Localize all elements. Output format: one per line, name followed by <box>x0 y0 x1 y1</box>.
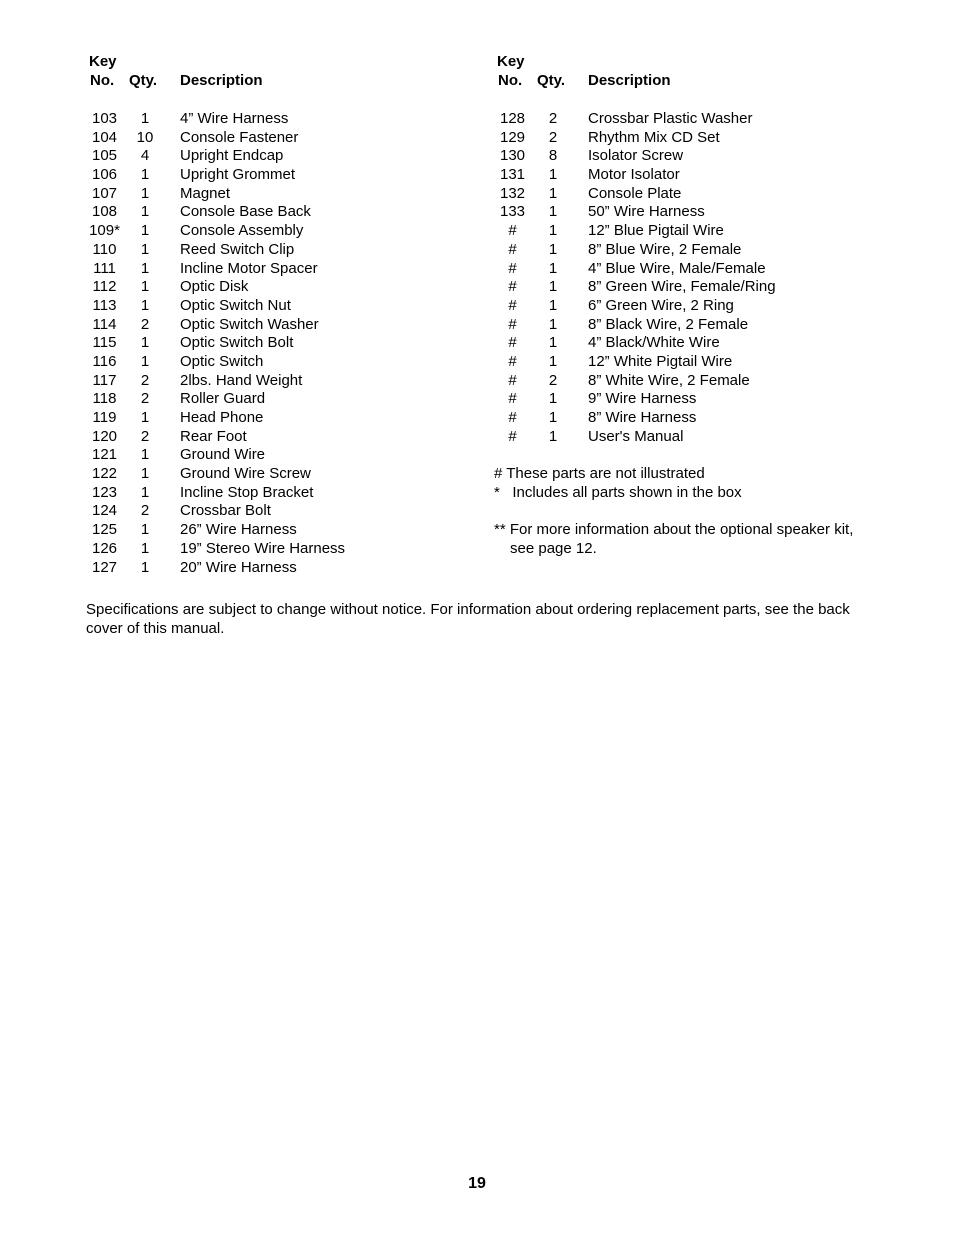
part-description: 6” Green Wire, 2 Ring <box>588 296 734 314</box>
part-quantity: 1 <box>548 184 558 202</box>
part-quantity: 1 <box>548 203 558 221</box>
part-key-number: 125 <box>91 521 118 539</box>
part-key-number: # <box>508 390 517 408</box>
part-quantity: 1 <box>140 409 150 426</box>
part-description: 8” Black Wire, 2 Female <box>588 315 749 333</box>
part-key-number: 124 <box>91 502 118 520</box>
note-not-illustrated: # These parts are not illustrated <box>494 465 705 482</box>
part-quantity: 1 <box>548 278 558 296</box>
part-description: Optic Switch <box>180 352 264 370</box>
part-quantity: 10 <box>136 128 154 146</box>
part-key-number: # <box>508 296 517 314</box>
part-quantity: 1 <box>140 446 150 464</box>
part-key-number: # <box>508 259 517 277</box>
part-key-number: # <box>508 240 517 258</box>
part-quantity: 2 <box>548 371 558 389</box>
part-description: Upright Grommet <box>180 166 296 184</box>
part-description: Roller Guard <box>180 390 266 408</box>
part-key-number: 106 <box>91 166 118 184</box>
part-row <box>494 222 894 241</box>
part-description: 8” White Wire, 2 Female <box>588 371 750 389</box>
part-quantity: 1 <box>548 409 558 426</box>
part-row <box>86 372 466 391</box>
part-key-number: 132 <box>499 184 526 202</box>
part-key-number: # <box>508 315 517 333</box>
part-row <box>86 465 466 484</box>
part-key-number: 119 <box>92 409 117 426</box>
part-row <box>86 241 466 260</box>
part-quantity: 1 <box>140 483 150 501</box>
part-row <box>86 147 466 166</box>
part-key-number: 133 <box>499 203 526 221</box>
part-row <box>494 241 894 260</box>
part-quantity: 1 <box>548 390 558 408</box>
part-key-number: 118 <box>92 390 117 408</box>
part-description: Optic Switch Nut <box>180 296 291 314</box>
part-row <box>86 222 466 241</box>
part-quantity: 4 <box>140 147 150 165</box>
part-description: Console Fastener <box>180 128 299 146</box>
parts-list-left <box>86 110 466 577</box>
part-description: Ground Wire Screw <box>180 465 311 483</box>
part-row <box>86 428 466 447</box>
table-header-right <box>494 52 894 90</box>
part-description: Console Base Back <box>180 203 311 221</box>
part-key-number: 109* <box>89 222 120 240</box>
description-header-label: Description <box>180 72 263 89</box>
part-quantity: 1 <box>140 240 150 258</box>
part-quantity: 1 <box>140 465 150 483</box>
part-quantity: 1 <box>548 352 558 370</box>
part-quantity: 1 <box>140 539 150 557</box>
part-row <box>494 334 894 353</box>
part-row <box>86 484 466 503</box>
part-key-number: # <box>508 409 517 426</box>
part-row <box>494 166 894 185</box>
part-quantity: 1 <box>140 352 150 370</box>
part-key-number: 120 <box>91 427 118 445</box>
specifications-notice: Specifications are subject to change without notice. For information about ordering replacement parts, see the back cover of this manual. <box>86 601 850 637</box>
part-description: Incline Stop Bracket <box>180 483 314 501</box>
part-row <box>494 260 894 279</box>
part-row <box>86 334 466 353</box>
part-row <box>86 446 466 465</box>
part-description: Incline Motor Spacer <box>180 259 318 277</box>
part-description: 19” Stereo Wire Harness <box>180 539 346 557</box>
part-key-number: 130 <box>499 147 526 165</box>
part-row <box>494 110 894 129</box>
parts-footnotes <box>494 465 894 559</box>
part-description: Isolator Screw <box>588 147 684 165</box>
part-quantity: 1 <box>548 240 558 258</box>
part-row <box>494 147 894 166</box>
note-includes: * Includes all parts shown in the box <box>494 483 742 501</box>
part-quantity: 2 <box>140 427 150 445</box>
qty-header-label: Qty. <box>129 72 158 89</box>
part-quantity: 2 <box>548 110 558 127</box>
part-quantity: 1 <box>548 315 558 333</box>
part-key-number: 111 <box>93 259 116 277</box>
part-row <box>86 559 466 578</box>
part-key-number: 110 <box>92 240 117 258</box>
part-row <box>494 316 894 335</box>
part-quantity: 2 <box>140 502 150 520</box>
part-description: 12” Blue Pigtail Wire <box>588 222 724 240</box>
part-row <box>86 540 466 559</box>
part-description: Rhythm Mix CD Set <box>588 128 720 146</box>
part-row <box>86 260 466 279</box>
part-key-number: 121 <box>91 446 118 464</box>
note-speaker-kit-page: see page 12. <box>510 539 597 557</box>
part-row <box>86 203 466 222</box>
part-key-number: 105 <box>91 147 118 165</box>
part-row <box>86 390 466 409</box>
part-row <box>86 316 466 335</box>
key-header-label: Key <box>89 53 117 70</box>
part-description: User's Manual <box>588 427 684 445</box>
part-description: 26” Wire Harness <box>180 521 297 539</box>
part-row <box>86 166 466 185</box>
part-key-number: 128 <box>499 110 526 127</box>
part-quantity: 1 <box>140 558 150 576</box>
part-quantity: 2 <box>140 371 150 389</box>
part-row <box>86 409 466 428</box>
part-description: Ground Wire <box>180 446 266 464</box>
part-description: Optic Switch Bolt <box>180 334 294 352</box>
no-header-label: No. <box>90 72 115 89</box>
part-description: 4” Blue Wire, Male/Female <box>588 259 766 277</box>
part-quantity: 2 <box>548 128 558 146</box>
parts-list-right <box>494 110 894 446</box>
part-key-number: 107 <box>91 184 118 202</box>
part-quantity: 1 <box>548 334 558 352</box>
part-key-number: # <box>508 222 517 240</box>
part-key-number: 115 <box>92 334 117 352</box>
parts-table-right <box>494 52 894 446</box>
part-row <box>86 129 466 148</box>
part-key-number: 108 <box>91 203 118 221</box>
part-key-number: 114 <box>92 315 117 333</box>
page-number: 19 <box>468 1175 486 1192</box>
part-quantity: 1 <box>140 222 150 240</box>
part-quantity: 2 <box>140 315 150 333</box>
part-key-number: 112 <box>92 278 117 296</box>
part-quantity: 1 <box>140 184 150 202</box>
part-description: Head Phone <box>180 409 264 426</box>
part-row <box>494 409 894 428</box>
table-header-left <box>86 52 466 90</box>
part-key-number: 126 <box>91 539 118 557</box>
part-description: Crossbar Plastic Washer <box>588 110 753 127</box>
part-key-number: # <box>508 334 517 352</box>
part-key-number: 123 <box>91 483 118 501</box>
part-description: 2lbs. Hand Weight <box>180 371 303 389</box>
part-key-number: 131 <box>499 166 526 184</box>
part-quantity: 1 <box>140 166 150 184</box>
part-description: Upright Endcap <box>180 147 284 165</box>
part-row <box>494 390 894 409</box>
part-row <box>494 129 894 148</box>
part-description: Reed Switch Clip <box>180 240 295 258</box>
part-row <box>86 353 466 372</box>
part-row <box>86 185 466 204</box>
part-quantity: 1 <box>140 110 150 127</box>
qty-header-label: Qty. <box>537 72 566 89</box>
part-row <box>494 372 894 391</box>
part-quantity: 2 <box>140 390 150 408</box>
part-description: Optic Disk <box>180 278 249 296</box>
part-quantity: 1 <box>548 427 558 445</box>
part-description: 8” Green Wire, Female/Ring <box>588 278 776 296</box>
part-quantity: 1 <box>140 203 150 221</box>
part-description: Console Assembly <box>180 222 304 240</box>
part-row <box>86 297 466 316</box>
part-key-number: 103 <box>91 110 118 127</box>
part-key-number: 127 <box>91 558 118 576</box>
part-description: 20” Wire Harness <box>180 558 297 576</box>
parts-table-left <box>86 52 466 577</box>
part-row <box>86 278 466 297</box>
part-quantity: 1 <box>548 259 558 277</box>
no-header-label: No. <box>498 72 523 89</box>
key-header-label: Key <box>497 53 525 70</box>
part-quantity: 1 <box>140 334 150 352</box>
part-row <box>494 297 894 316</box>
part-quantity: 1 <box>548 222 558 240</box>
part-description: 9” Wire Harness <box>588 390 697 408</box>
part-key-number: 104 <box>91 128 118 146</box>
part-key-number: # <box>508 352 517 370</box>
part-description: Optic Switch Washer <box>180 315 319 333</box>
part-quantity: 1 <box>140 259 150 277</box>
part-row <box>86 521 466 540</box>
part-quantity: 1 <box>548 296 558 314</box>
part-quantity: 1 <box>548 166 558 184</box>
part-description: 12” White Pigtail Wire <box>588 352 733 370</box>
part-description: 4” Wire Harness <box>180 110 289 127</box>
part-description: 8” Blue Wire, 2 Female <box>588 240 742 258</box>
part-key-number: 116 <box>92 352 117 370</box>
part-description: Crossbar Bolt <box>180 502 271 520</box>
part-quantity: 1 <box>140 521 150 539</box>
part-description: Magnet <box>180 184 231 202</box>
part-quantity: 8 <box>548 147 558 165</box>
part-row <box>86 110 466 129</box>
part-row <box>494 203 894 222</box>
part-row <box>494 353 894 372</box>
part-row <box>494 428 894 447</box>
part-key-number: # <box>508 278 517 296</box>
part-description: 50” Wire Harness <box>588 203 705 221</box>
note-speaker-kit: ** For more information about the optional speaker kit, <box>494 521 854 539</box>
description-header-label: Description <box>588 72 671 89</box>
part-key-number: 117 <box>92 371 117 389</box>
part-row <box>494 185 894 204</box>
part-key-number: # <box>508 371 517 389</box>
part-row <box>494 278 894 297</box>
part-description: 8” Wire Harness <box>588 409 697 426</box>
part-quantity: 1 <box>140 296 150 314</box>
part-description: Motor Isolator <box>588 166 680 184</box>
part-key-number: 129 <box>499 128 526 146</box>
part-quantity: 1 <box>140 278 150 296</box>
part-description: Console Plate <box>588 184 682 202</box>
part-description: Rear Foot <box>180 427 247 445</box>
part-key-number: 122 <box>91 465 118 483</box>
part-row <box>86 502 466 521</box>
part-key-number: # <box>508 427 517 445</box>
part-description: 4” Black/White Wire <box>588 334 720 352</box>
part-key-number: 113 <box>92 296 117 314</box>
